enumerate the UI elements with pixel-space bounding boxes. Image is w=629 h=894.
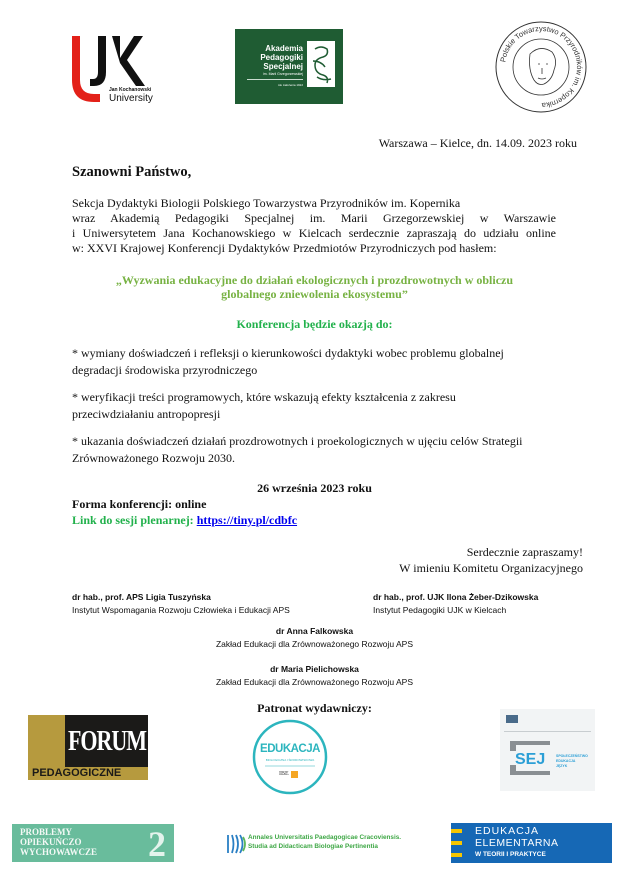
aps-line3: Specjalnej (263, 62, 303, 71)
sej-bracket-icon (500, 709, 595, 791)
aps-line2: Pedagogiki (260, 53, 303, 62)
edukacja-elementarna-logo (451, 823, 612, 863)
ptp-ring-text: Polskie Towarzystwo Przyrodników im. Kopernika (498, 23, 585, 111)
problemy-opiekunczo-wychowawcze-logo (12, 824, 174, 862)
ptp-seal-logo (494, 20, 588, 114)
bullet-item (72, 433, 562, 467)
sej-subtitle (556, 754, 588, 769)
signatory (72, 591, 290, 617)
ujk-logo (68, 30, 168, 108)
sej-line: JĘZYK (556, 764, 568, 768)
ee-line2: ELEMENTARNA (475, 837, 559, 849)
closing-committee: W imieniu Komitetu Organizacyjnego (399, 561, 583, 575)
ee-bar (451, 853, 462, 857)
patronage-heading: Patronat wydawniczy: (257, 701, 372, 715)
bullet-line: * weryfikacji treści programowych, które wskazują efekty kształcenia z zakresu (72, 390, 456, 404)
bullet-line: degradacji środowiska przyrodniczego (72, 363, 258, 377)
aps-logo (235, 29, 343, 104)
greeting: Szanowni Państwo, (72, 164, 192, 180)
conference-form: Forma konferencji: online (72, 497, 207, 511)
ujk-name-line1: Jan Kochanowski (109, 87, 152, 93)
signatory-name: dr hab., prof. UJK Ilona Żeber-Dzikowska (373, 592, 539, 602)
signatory (100, 625, 529, 651)
aps-line4: im. Marii Grzegorzewskiej (262, 72, 303, 76)
bullet-line: * ukazania doświadczeń działań prozdrowotnych i proekologicznych w ujęciu celów Strategii (72, 434, 523, 448)
edukacja-subtitle: BIOLOGICZNA I ŚRODOWISKOWA (265, 758, 315, 762)
annales-logo (224, 830, 442, 858)
sej-line: EDUKACJA (556, 759, 576, 763)
intro-line: Sekcja Dydaktyki Biologii Polskiego Towarzystwa Przyrodników im. Kopernika (72, 196, 461, 210)
ppo-line: OPIEKUŃCZO (20, 837, 82, 847)
signatory (373, 591, 538, 617)
signatory (100, 663, 529, 689)
occasion-heading: Konferencja będzie okazją do: (236, 317, 393, 331)
bullet-line: przeciwdziałaniu antropopresji (72, 407, 221, 421)
ee-line1: EDUKACJA (475, 825, 540, 837)
forum-pedagogiczne-logo (28, 715, 148, 780)
intro-line: i Uniwersytetem Jana Kochanowskiego w Kielcach serdecznie zapraszają do udziału online (72, 226, 556, 240)
ee-bar (451, 829, 462, 833)
aps-figure-icon (307, 41, 335, 87)
motto-line: „Wyzwania edukacyjne do działań ekologicznych i prozdrowotnych w obliczu (115, 273, 514, 287)
intro-paragraph (72, 196, 556, 256)
signatory-affiliation: Zakład Edukacji dla Zrównoważonego Rozwoju APS (215, 677, 414, 687)
aps-divider (247, 79, 303, 80)
ujk-name-line2: University (109, 93, 153, 104)
svg-text:Polskie Towarzystwo Przyrodnik (498, 24, 584, 110)
date-line: Warszawa – Kielce, dn. 14.09. 2023 roku (378, 136, 577, 150)
motto-line: globalnego zniewolenia ekosystemu” (221, 287, 408, 301)
signatory-affiliation: Instytut Pedagogiki UJK w Kielcach (373, 605, 507, 615)
signatory-affiliation: Instytut Wspomagania Rozwoju Człowieka i Edukacji APS (72, 605, 290, 615)
ppo-line: PROBLEMY (20, 827, 73, 837)
ee-line3: W TEORII I PRAKTYCE (475, 851, 546, 858)
annales-line: Annales Universitatis Paedagogicae Cracoviensis. (248, 834, 402, 841)
sej-line: SPOŁECZEŃSTWO (556, 754, 588, 758)
aps-line5: rok założenia 1922 (277, 83, 303, 87)
bullet-item (72, 389, 562, 423)
bullet-line: Zrównoważonego Rozwoju 2030. (72, 451, 235, 465)
forum-subtitle: PEDAGOGICZNE (32, 767, 122, 779)
bullet-line: * wymiany doświadczeń i refleksji o kierunkowości dydaktyki wobec problemu globalnej (72, 346, 504, 360)
plenary-session-link[interactable]: https://tiny.pl/cdbfc (196, 513, 298, 527)
intro-line: w: XXVI Krajowej Konferencji Dydaktyków Przedmiotów Przyrodniczych pod hasłem: (72, 241, 497, 255)
signatory-name: dr Anna Falkowska (275, 626, 354, 636)
ibe-mark: IBE (279, 771, 289, 777)
conference-motto (60, 273, 569, 301)
signatory-name: dr hab., prof. APS Ligia Tuszyńska (72, 592, 211, 602)
conference-date: 26 września 2023 roku (257, 481, 372, 495)
ppo-line: WYCHOWAWCZE (20, 847, 98, 857)
sej-acronym: SEJ (515, 751, 546, 768)
aps-line1: Akademia (265, 44, 303, 53)
signatory-name: dr Maria Pielichowska (270, 664, 359, 674)
intro-line: wraz Akademią Pedagogiki Specjalnej im. Marii Grzegorzewskiej w Warszawie (72, 211, 556, 225)
closing-invite: Serdecznie zapraszamy! (466, 545, 583, 559)
annales-waves-icon (226, 833, 248, 855)
ppo-number: 2 (148, 824, 166, 864)
edukacja-title: EDUKACJA (260, 743, 320, 755)
edukacja-biologiczna-logo (251, 718, 329, 796)
annales-line: Studia ad Didacticam Biologiae Pertinentia (248, 843, 378, 850)
signatory-affiliation: Zakład Edukacji dla Zrównoważonego Rozwoju APS (215, 639, 414, 649)
bullet-item (72, 345, 562, 379)
sej-logo (500, 709, 595, 791)
plenary-link-line (72, 513, 297, 528)
forum-title: FORUM (67, 724, 147, 757)
ee-bar (451, 841, 462, 845)
plenary-link-label: Link do sesji plenarnej: (72, 513, 194, 527)
